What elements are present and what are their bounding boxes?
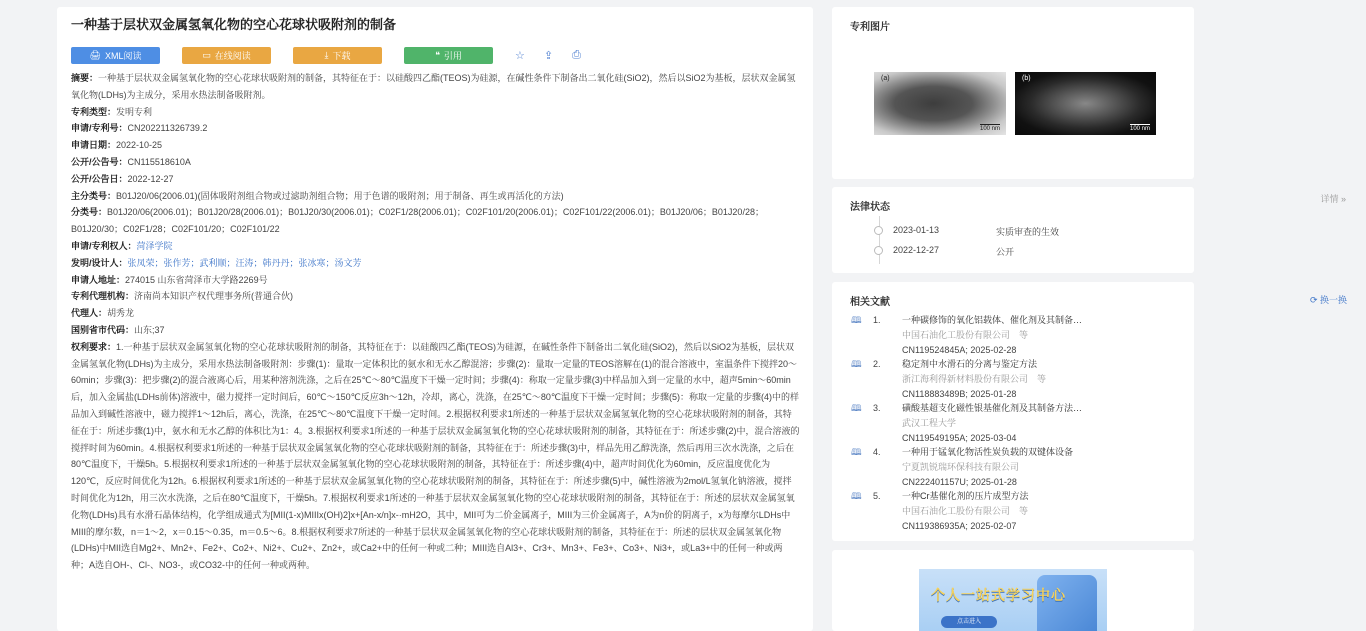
scale-bar-b: 100 nm bbox=[1129, 126, 1150, 132]
legal-status-1: 实质审查的生效 bbox=[996, 227, 1060, 237]
ad-enter-button[interactable]: 点击进入 bbox=[941, 616, 997, 628]
pub-no-row: 公开/公告号：CN115518610A bbox=[71, 156, 191, 167]
address-row: 申请人地址：274015 山东省菏泽市大学路2269号 bbox=[71, 274, 268, 285]
online-read-button[interactable] bbox=[182, 47, 271, 64]
images-title: 专利图片 bbox=[850, 22, 890, 33]
literature-org: 宁夏凯锐瑞环保科技有限公司 bbox=[902, 462, 1020, 472]
legal-date-1: 2023-01-13 bbox=[893, 225, 940, 235]
quote-icon: ❝ bbox=[435, 50, 440, 60]
app-no-row: 申请/专利号：CN202211326739.2 bbox=[71, 123, 208, 134]
pub-date-row: 公开/公告日：2022-12-27 bbox=[71, 173, 174, 184]
literature-org: 浙江海利得新材料股份有限公司 等 bbox=[902, 374, 1047, 384]
book-icon: 🕮 bbox=[851, 315, 862, 325]
literature-title[interactable]: 一种Cr基催化剂的压片成型方法 bbox=[902, 491, 1029, 501]
timeline-line bbox=[879, 216, 880, 264]
patent-image-a[interactable]: (a) 100 nm bbox=[874, 72, 1006, 135]
book-icon: 🕮 bbox=[851, 491, 862, 501]
patent-fields bbox=[71, 70, 800, 574]
literature-cn: CN118883489B; 2025-01-28 bbox=[902, 389, 1017, 399]
agent-row: 代理人：胡秀龙 bbox=[71, 308, 135, 319]
literature-title[interactable]: 一种用于锰氧化物活性炭负载的双键体设备 bbox=[902, 447, 1074, 457]
type-row: 专利类型：发明专利 bbox=[71, 106, 153, 117]
literature-title[interactable]: 磺酸基超支化磁性银基催化剂及其制备方法… bbox=[902, 403, 1083, 413]
share-icon[interactable]: ⇪ bbox=[543, 50, 554, 62]
inventor-links[interactable]: 张凤荣；张作芳；武利顺；汪涛；韩丹丹；张冰寒；汤文芳 bbox=[127, 257, 362, 268]
timeline-dot bbox=[874, 226, 883, 235]
cite-button[interactable] bbox=[404, 47, 493, 64]
download-label: 下载 bbox=[332, 51, 351, 61]
class-row: 分类号：B01J20/06(2006.01)；B01J20/28(2006.01)；B01J20/30(2006.01)；C02F1/28(2006.01)；C02F101/20(2006.01)；C02F101/22(2006.01)；B01J20/06；B01J20/28；B01J20/30；C02F1/28；C02F101/20；C02F101/22 bbox=[71, 207, 764, 235]
print-icon[interactable]: ⎙ bbox=[572, 49, 581, 61]
legal-title: 法律状态 bbox=[850, 202, 890, 213]
refresh-button[interactable]: ⟳ 换一换 bbox=[1309, 295, 1347, 305]
applicant-row: 申请/专利权人：菏泽学院 bbox=[71, 240, 173, 251]
literature-title[interactable]: 一种碳修饰的氧化铝载体、催化剂及其制备… bbox=[902, 315, 1083, 325]
claims-row: 权利要求：1.一种基于层状双金属氢氧化物的空心花球状吸附剂的制备，其特征在于：以硅酸四乙酯(TEOS)为硅源，在碱性条件下制备出二氧化硅(SiO2)，然后以SiO2为基板，层状双金属氢氧化物(LDHs)为主成分，采用水热法制备吸附剂：步骤(1)：量取一定体积比的氨水和无水乙醇混溶；步骤(2)：量取一定量的TEOS溶解在(1)的混合溶液中，室温条件下搅拌20～60min；步骤(3)：把步骤(2)的混合液离心后，用某种溶剂洗涤，之后在25℃～80℃温度下干燥一定时间；步骤(4)：称取一定量步骤(3)中样品加入到一定量的水中，超声5min～60min后，加入金属盐(LDHs前体)溶液中，磁力搅拌一定时间后，60℃～150℃反应3h～12h，冷却，离心，洗涤，在25℃～80℃温度下干燥一定时间；步骤(5)：称取一定量的步骤(4)中的样品加入到碱性溶液中，磁力搅拌1～12h后，离心，洗涤，在25℃～80℃温度下干燥一定时间。2.根据权利要求1所述的一种基于层状双金属氢氧化物的空心花球状吸附剂的制备，其特征在于：所述步骤(1)中，氨水和无水乙醇的体积比为1：4。3.根据权利要求1所述的一种基于层状双金属氢氧化物的空心花球状吸附剂的制备，其特征在于：所述步骤(2)中，混合溶液的搅拌时间为60min。4.根据权利要求1所述的一种基于层状双金属氢氧化物的空心花球状吸附剂的制备，其特征在于：所述步骤(3)中，样品先用乙醇洗涤，然后再用三次水洗涤，之后在80℃温度下，干燥5h。5.根据权利要求1所述的一种基于层状双金属氢氧化物的空心花球状吸附剂的制备，其特征在于：所述步骤(4)中，超声时间优化为60min，反应温度优化为120℃，反应时间优化为12h。6.根据权利要求1所述的一种基于层状双金属氢氧化物的空心花球状吸附剂的制备，其特征在于：所述步骤(5)中，碱性溶液为2mol/L氢氧化钠溶液，搅拌时间优化为12h，用三次水洗涤，之后在80℃温度下，干燥5h。7.根据权利要求1所述的一种基于层状双金属氢氧化物的空心花球状吸附剂的制备，其特征在于：所述的层状双金属氢氧化物(LDHs)具有水滑石晶体结构，化学组成通式为[MII(1-x)MIIIx(OH)2]x+[An-x/n]x-·mH2O，其中，MII可为二价金属离子，MIII为三价金属离子，A为n价的阴离子，x为每摩尔LDHs中MIII的摩尔数，n＝1～2，x＝0.15～0.35，m＝0.5～6。8.根据权利要求7所述的一种基于层状双金属氢氧化物的空心花球状吸附剂的制备，其特征在于：所述的层状双金属氢氧化物(LDHs)中MII选自Mg2+、Mn2+、Fe2+、Co2+、Ni2+、Cu2+、Zn2+，或Ca2+中的任何一种或二种；MIII选自Al3+、Cr3+、Mn3+、Fe3+、Co3+、Ni3+，或La3+中的任何一种或两种；A选自OH-、Cl-、NO3-，或CO32-中的任何一种或两种。 bbox=[71, 341, 800, 571]
ad-title: 个人一站式学习中心 bbox=[931, 587, 1066, 603]
agency-row: 专利代理机构：济南尚本知识产权代理事务所(普通合伙) bbox=[71, 291, 294, 302]
timeline-dot bbox=[874, 246, 883, 255]
literature-cn: CN119386935A; 2025-02-07 bbox=[902, 521, 1017, 531]
region-row: 国别省市代码：山东;37 bbox=[71, 324, 165, 335]
download-button[interactable] bbox=[293, 47, 382, 64]
patent-title: 一种基于层状双金属氢氧化物的空心花球状吸附剂的制备 bbox=[71, 17, 397, 32]
literature-cn: CN119524845A; 2025-02-28 bbox=[902, 345, 1017, 355]
inventor-row: 发明/设计人：张凤荣；张作芳；武利顺；汪涛；韩丹丹；张冰寒；汤文芳 bbox=[71, 257, 362, 268]
main-class-row: 主分类号：B01J20/06(2006.01)(固体吸附剂组合物或过滤助剂组合物；用于色谱的吸附剂；用于制备、再生或再活化的方法) bbox=[71, 190, 564, 201]
abstract-text: 一种基于层状双金属氢氧化物的空心花球状吸附剂的制备，其特征在于：以硅酸四乙酯(TEOS)为硅源，在碱性条件下制备出二氧化硅(SiO2)，然后以SiO2为基板，层状双金属氢氧化物(LDHs)为主成分，采用水热法制备吸附剂。 bbox=[71, 73, 796, 100]
literature-cn: CN222401157U; 2025-01-28 bbox=[902, 477, 1017, 487]
xml-read-button[interactable] bbox=[71, 47, 160, 64]
abstract-row: 摘要：一种基于层状双金属氢氧化物的空心花球状吸附剂的制备，其特征在于：以硅酸四乙酯(TEOS)为硅源，在碱性条件下制备出二氧化硅(SiO2)，然后以SiO2为基板，层状双金属氢氧化物(LDHs)为主成分，采用水热法制备吸附剂。 bbox=[71, 73, 796, 100]
applicant-link[interactable]: 菏泽学院 bbox=[136, 240, 173, 251]
cite-label: 引用 bbox=[443, 51, 462, 61]
xml-read-label: XML阅读 bbox=[104, 51, 142, 61]
literature-org: 中国石油化工股份有限公司 等 bbox=[902, 506, 1029, 516]
literature-org: 中国石油化工股份有限公司 等 bbox=[902, 330, 1029, 340]
action-toolbar bbox=[71, 47, 800, 64]
legal-status-2: 公开 bbox=[996, 247, 1015, 257]
online-read-label: 在线阅读 bbox=[214, 51, 251, 61]
patent-image-b[interactable]: (b) 100 nm bbox=[1015, 72, 1156, 135]
book-icon: ▭ bbox=[202, 50, 211, 60]
app-date-row: 申请日期：2022-10-25 bbox=[71, 140, 163, 151]
related-title: 相关文献 bbox=[850, 297, 890, 308]
xml-icon: 🖨 bbox=[89, 50, 101, 60]
patent-images-card bbox=[832, 7, 1194, 179]
claims-text: 1.一种基于层状双金属氢氧化物的空心花球状吸附剂的制备，其特征在于：以硅酸四乙酯(TEOS)为硅源，在碱性条件下制备出二氧化硅(SiO2)，然后以SiO2为基板，层状双金属氢氧化物(LDHs)为主成分，采用水热法制备吸附剂：步骤(1)：量取一定体积比的氨水和无水乙醇混溶；步骤(2)：量取一定量的TEOS溶解在(1)的混合溶液中，室温条件下搅拌20～60min；步骤(3)：把步骤(2)的混合液离心后，用某种溶剂洗涤，之后在25℃～80℃温度下干燥一定时间；步骤(4)：称取一定量步骤(3)中样品加入到一定量的水中，超声5min～60min后，加入金属盐(LDHs前体)溶液中，磁力搅拌一定时间后，60℃～150℃反应3h～12h，冷却，离心，洗涤，在25℃～80℃温度下干燥一定时间；步骤(5)：称取一定量的步骤(4)中的样品加入到碱性溶液中，磁力搅拌1～12h后，离心，洗涤，在25℃～80℃温度下干燥一定时间。2.根据权利要求1所述的一种基于层状双金属氢氧化物的空心花球状吸附剂的制备，其特征在于：所述步骤(1)中，氨水和无水乙醇的体积比为1：4。3.根据权利要求1所述的一种基于层状双金属氢氧化物的空心花球状吸附剂的制备，其特征在于：所述步骤(2)中，混合溶液的搅拌时间为60min。4.根据权利要求1所述的一种基于层状双金属氢氧化物的空心花球状吸附剂的制备，其特征在于：所述步骤(3)中，样品先用乙醇洗涤，然后再用三次水洗涤，之后在80℃温度下，干燥5h。5.根据权利要求1所述的一种基于层状双金属氢氧化物的空心花球状吸附剂的制备，其特征在于：所述步骤(4)中，超声时间优化为60min，反应温度优化为120℃，反应时间优化为12h。6.根据权利要求1所述的一种基于层状双金属氢氧化物的空心花球状吸附剂的制备，其特征在于：所述步骤(5)中，碱性溶液为2mol/L氢氧化钠溶液，搅拌时间优化为12h，用三次水洗涤，之后在80℃温度下，干燥5h。7.根据权利要求1所述的一种基于层状双金属氢氧化物的空心花球状吸附剂的制备，其特征在于：所述的层状双金属氢氧化物(LDHs)具有水滑石晶体结构，化学组成通式为[MII(1-x)MIIIx(OH)2]x+[An-x/n]x-·mH2O，其中，MII可为二价金属离子，MIII为三价金属离子，A为n价的阴离子，x为每摩尔LDHs中MIII的摩尔数，n＝1～2，x＝0.15～0.35，m＝0.5～6。8.根据权利要求7所述的一种基于层状双金属氢氧化物的空心花球状吸附剂的制备，其特征在于：所述的层状双金属氢氧化物(LDHs)中MII选自Mg2+、Mn2+、Fe2+、Co2+、Ni2+、Cu2+、Zn2+，或Ca2+中的任何一种或二种；MIII选自Al3+、Cr3+、Mn3+、Fe3+、Co3+、Ni3+，或La3+中的任何一种或两种；A选自OH-、Cl-、NO3-，或CO32-中的任何一种或两种。 bbox=[71, 341, 800, 571]
literature-cn: CN119549195A; 2025-03-04 bbox=[902, 433, 1017, 443]
download-icon: ⤓ bbox=[324, 50, 329, 60]
legal-date-2: 2022-12-27 bbox=[893, 245, 940, 255]
book-icon: 🕮 bbox=[851, 359, 862, 369]
scale-bar-a: 100 nm bbox=[979, 126, 1000, 132]
favorite-icon[interactable]: ☆ bbox=[515, 50, 525, 62]
learning-center-banner[interactable] bbox=[919, 569, 1107, 631]
literature-title[interactable]: 稳定剂中水滑石的分离与鉴定方法 bbox=[902, 359, 1038, 369]
book-icon: 🕮 bbox=[851, 447, 862, 457]
patent-detail-card bbox=[57, 7, 813, 631]
legal-detail-link[interactable]: 详情 » bbox=[1320, 194, 1346, 204]
literature-org: 武汉工程大学 bbox=[902, 418, 957, 428]
book-icon: 🕮 bbox=[851, 403, 862, 413]
